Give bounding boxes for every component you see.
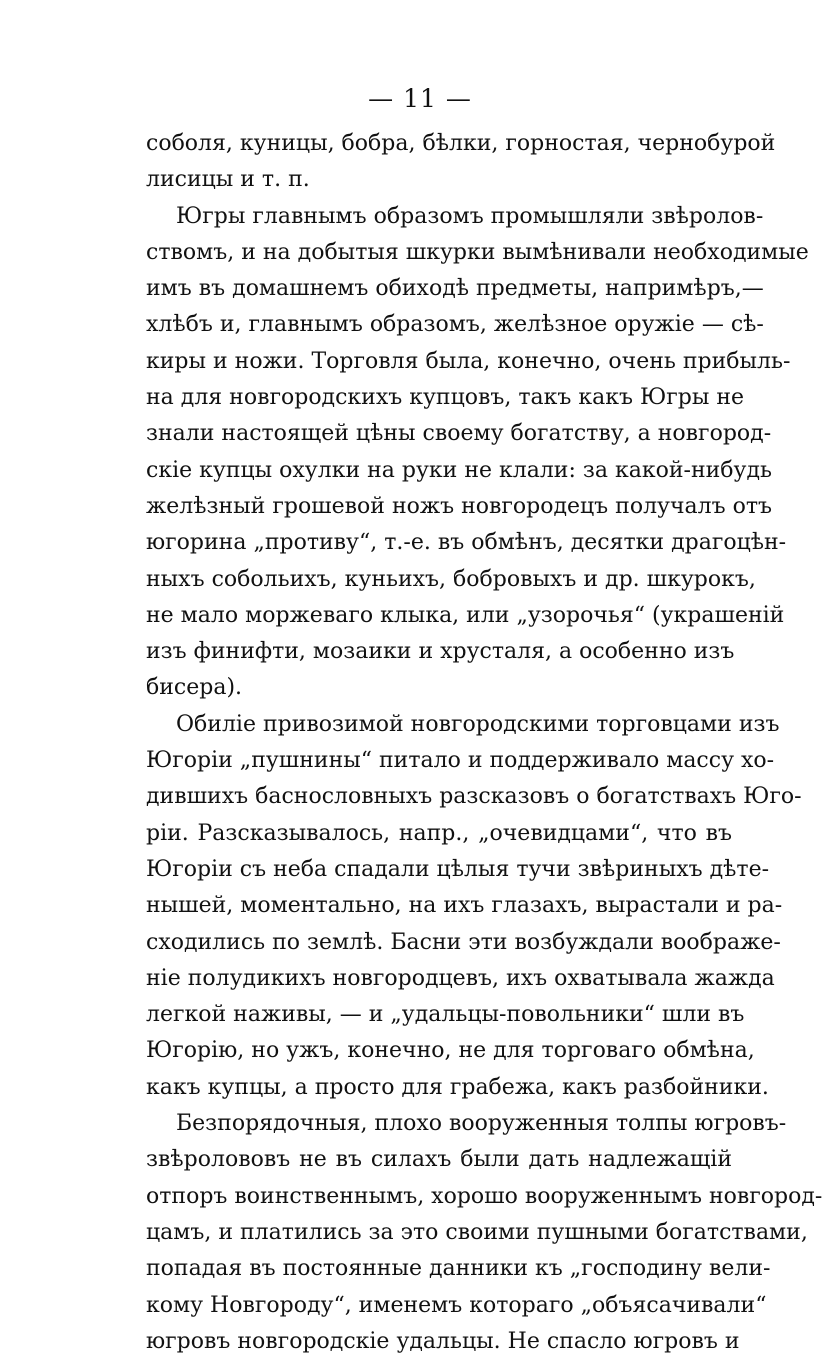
text-line: бисера).	[146, 675, 243, 701]
text-line: Югоріи съ неба спадали цѣлыя тучи звѣриныхъ дѣте-	[146, 856, 770, 882]
text-line: Югорію, но ужъ, конечно, не для торговаго обмѣна,	[146, 1038, 755, 1064]
text-line: цамъ, и платились за это своими пушными богатствами,	[146, 1219, 808, 1245]
text-line: скіе купцы охулки на руки не клали: за какой-нибудь	[146, 457, 772, 483]
text-line: знали настоящей цѣны своему богатству, а новгород-	[146, 421, 772, 447]
text-line: ныхъ собольихъ, куньихъ, бобровыхъ и др. шкурокъ,	[146, 566, 756, 592]
text-line: хлѣбъ и, главнымъ образомъ, желѣзное оружіе — сѣ-	[146, 312, 764, 338]
paragraph-first-line: Обиліе привозимой новгородскими торговцами изъ	[176, 711, 780, 737]
text-line: желѣзный грошевой ножъ новгородецъ получалъ отъ	[146, 493, 773, 519]
text-line: попадая въ постоянные данники къ „господину вели-	[146, 1256, 771, 1282]
text-line: ствомъ, и на добытыя шкурки вымѣнивали необходимые	[146, 239, 809, 265]
text-line: лисицы и т. п.	[146, 167, 310, 193]
text-line: нышей, моментально, на ихъ глазахъ, вырастали и ра-	[146, 893, 783, 919]
body-text	[146, 126, 823, 1360]
paragraph-first-line: Югры главнымъ образомъ промышляли звѣролов-	[176, 203, 764, 229]
text-line: югровъ новгородскіе удальцы. Не спасло югровъ и	[146, 1328, 740, 1354]
text-line: ніе полудикихъ новгородцевъ, ихъ охватывала жажда	[146, 965, 775, 991]
text-line: легкой наживы, — и „удальцы-повольники“ шли въ	[146, 1002, 745, 1028]
text-line: не мало моржеваго клыка, или „узорочья“ (украшеній	[146, 602, 785, 628]
text-line: изъ финифти, мозаики и хрусталя, а особенно изъ	[146, 639, 735, 665]
text-line: звѣролововъ не въ силахъ были дать надлежащій	[146, 1147, 732, 1173]
text-line: ріи. Разсказывалось, напр., „очевидцами“, что въ	[146, 820, 732, 846]
text-line: соболя, куницы, бобра, бѣлки, горностая, чернобурой	[146, 131, 776, 156]
text-line: отпоръ воинственнымъ, хорошо вооруженнымъ новгород-	[146, 1183, 823, 1209]
text-line: дившихъ баснословныхъ разсказовъ о богатствахъ Юго-	[146, 784, 802, 810]
text-line: сходились по землѣ. Басни эти возбуждали воображе-	[146, 929, 781, 955]
text-line: на для новгородскихъ купцовъ, такъ какъ Югры не	[146, 385, 745, 411]
text-line: югорина „противу“, т.-е. въ обмѣнъ, десятки драгоцѣн-	[146, 530, 787, 556]
text-line: имъ въ домашнемъ обиходѣ предметы, напримѣръ,—	[146, 276, 764, 302]
page-number: — 11 —	[368, 84, 472, 113]
text-line: киры и ножи. Торговля была, конечно, очень прибыль-	[146, 348, 791, 374]
text-line: Югоріи „пушнины“ питало и поддерживало массу хо-	[146, 748, 775, 774]
paragraph-first-line: Безпорядочныя, плохо вооруженныя толпы югровъ-	[176, 1111, 787, 1137]
text-line: какъ купцы, а просто для грабежа, какъ разбойники.	[146, 1074, 769, 1100]
text-line: кому Новгороду“, именемъ котораго „объясачивали“	[146, 1292, 767, 1318]
